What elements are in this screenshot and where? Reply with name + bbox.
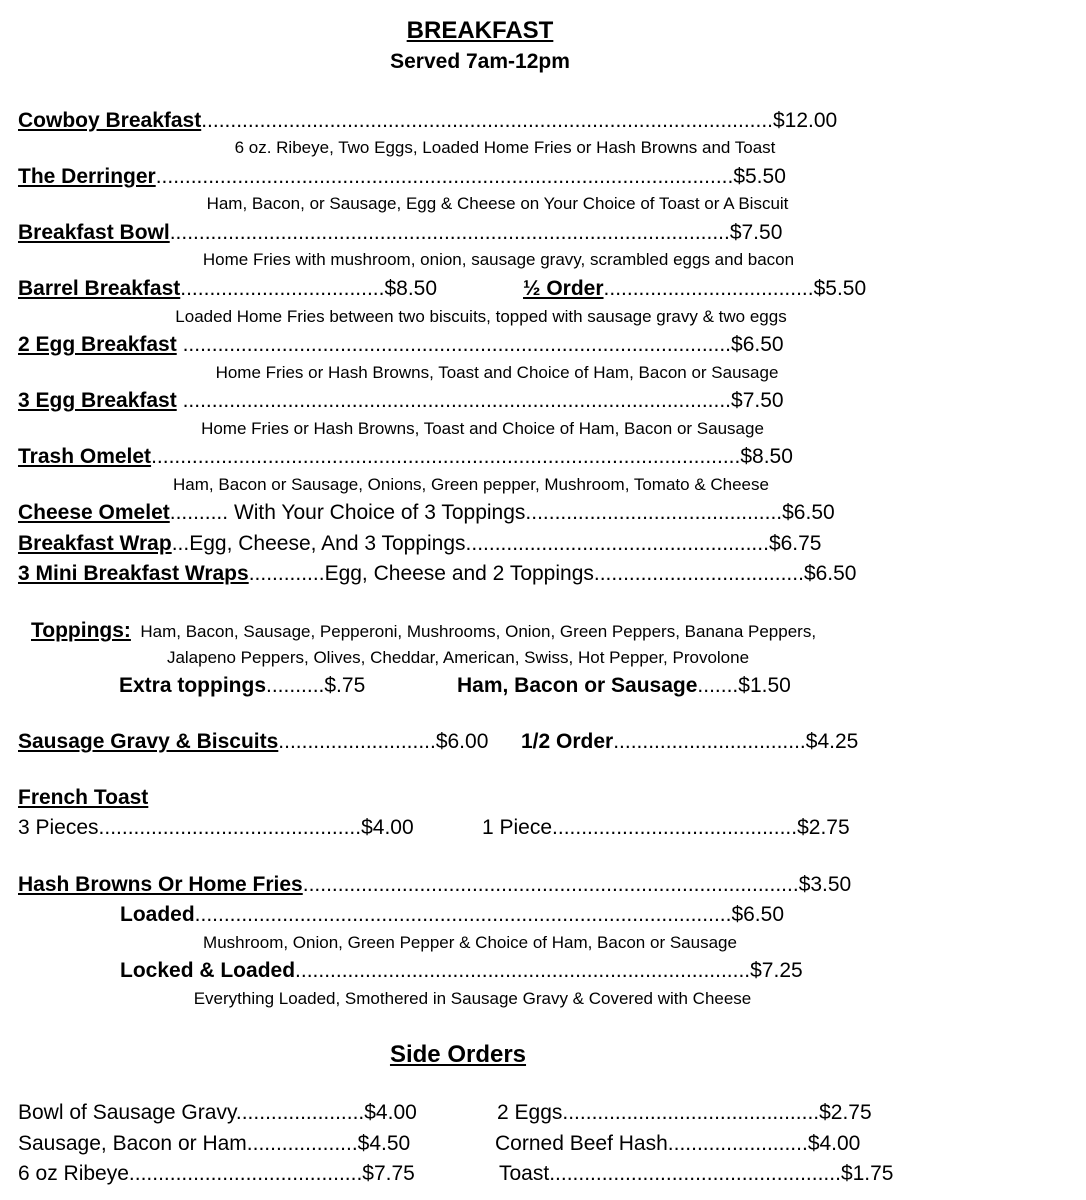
menu-item-barrel-breakfast xyxy=(18,276,437,302)
item-price: $12.00 xyxy=(773,109,838,132)
leader-dots: ............................................ xyxy=(525,501,783,524)
item-price: $5.50 xyxy=(813,277,867,300)
item-name: 6 oz Ribeye xyxy=(18,1162,129,1185)
menu-item-breakfast-bowl xyxy=(18,220,782,246)
menu-subtitle: Served 7am-12pm xyxy=(390,50,570,73)
leader-dots: .............................................................................. xyxy=(295,959,751,982)
leader-dots: ............. xyxy=(248,562,325,585)
item-description: Ham, Bacon, or Sausage, Egg & Cheese on Your Choice of Toast or A Biscuit xyxy=(206,194,789,213)
leader-dots: ............................................ xyxy=(562,1101,820,1124)
toppings-label: Toppings: xyxy=(31,619,131,642)
extra-toppings-label: Extra toppings xyxy=(119,674,267,697)
leader-dots: .............................................................................................. xyxy=(176,333,732,356)
item-price: $3.50 xyxy=(798,873,852,896)
item-price: $.75 xyxy=(324,674,366,697)
leader-dots: ...................... xyxy=(235,1101,365,1124)
item-description: Home Fries or Hash Browns, Toast and Choice of Ham, Bacon or Sausage xyxy=(201,419,764,438)
item-name: Loaded xyxy=(120,903,195,926)
french-toast-1-piece xyxy=(482,815,850,841)
leader-dots: ... xyxy=(171,532,190,555)
item-price: $6.50 xyxy=(803,562,857,585)
item-name: Hash Browns Or Home Fries xyxy=(18,873,303,896)
item-name: 3 Egg Breakfast xyxy=(18,389,177,412)
menu-item-mini-breakfast-wraps xyxy=(18,561,857,587)
meat-toppings-label: Ham, Bacon or Sausage xyxy=(457,674,698,697)
item-name: Bowl of Sausage Gravy xyxy=(18,1101,236,1124)
item-name: 3 Pieces xyxy=(18,816,99,839)
item-price: $7.50 xyxy=(729,221,783,244)
french-toast-title: French Toast xyxy=(18,786,149,809)
item-description: Ham, Bacon or Sausage, Onions, Green pepper, Mushroom, Tomato & Cheese xyxy=(173,475,769,494)
item-price: $5.50 xyxy=(733,165,786,188)
leader-dots: ..................................................................................................... xyxy=(151,445,741,468)
item-price: $1.50 xyxy=(738,674,791,697)
item-price: $8.50 xyxy=(384,277,438,300)
menu-item-2-egg-breakfast xyxy=(18,332,784,358)
item-detail: With Your Choice of 3 Toppings xyxy=(233,501,526,524)
leader-dots: .................................................. xyxy=(549,1162,841,1185)
item-name: Sausage, Bacon or Ham xyxy=(18,1132,247,1155)
item-price: $4.00 xyxy=(364,1101,417,1124)
leader-dots: .......................................... xyxy=(552,816,798,839)
item-name: 3 Mini Breakfast Wraps xyxy=(18,562,249,585)
menu-item-3-egg-breakfast xyxy=(18,388,784,414)
toppings-line-1: Ham, Bacon, Sausage, Pepperoni, Mushrooms, Onion, Green Peppers, Banana Peppers, xyxy=(140,622,817,641)
leader-dots: .................................................... xyxy=(465,532,769,555)
leader-dots: ..................................................................................... xyxy=(302,873,799,896)
item-name: 1 Piece xyxy=(482,816,553,839)
half-order-label: 1/2 Order xyxy=(521,730,614,753)
item-price: $4.00 xyxy=(361,816,414,839)
item-name: Breakfast Bowl xyxy=(18,221,170,244)
item-price: $4.25 xyxy=(805,730,859,753)
item-name: Barrel Breakfast xyxy=(18,277,181,300)
extra-toppings xyxy=(119,673,365,699)
item-description: Loaded Home Fries between two biscuits, topped with sausage gravy & two eggs xyxy=(175,307,787,326)
item-description: Mushroom, Onion, Green Pepper & Choice of Ham, Bacon or Sausage xyxy=(203,933,737,952)
leader-dots: ........................ xyxy=(667,1132,808,1155)
item-detail: Egg, Cheese and 2 Toppings xyxy=(324,562,594,585)
item-price: $6.00 xyxy=(435,730,489,753)
item-name: Sausage Gravy & Biscuits xyxy=(18,730,279,753)
item-name: Corned Beef Hash xyxy=(495,1132,668,1155)
leader-dots: .................................... xyxy=(593,562,804,585)
leader-dots: .......... xyxy=(266,674,325,697)
menu-item-derringer xyxy=(18,164,786,190)
item-price: $8.50 xyxy=(740,445,793,468)
menu-item-hash-browns xyxy=(18,872,851,898)
leader-dots: ................................................................................................ xyxy=(169,221,730,244)
side-item-left-2 xyxy=(18,1131,410,1157)
leader-dots: ............................................................................................ xyxy=(194,903,732,926)
toppings-line-2: Jalapeno Peppers, Olives, Cheddar, American, Swiss, Hot Pepper, Provolone xyxy=(166,648,750,667)
leader-dots: .................................................................................................. xyxy=(201,109,773,132)
leader-dots: ................................................................................................... xyxy=(155,165,734,188)
item-price: $2.75 xyxy=(797,816,850,839)
leader-dots: ........................... xyxy=(278,730,436,753)
item-price: $6.50 xyxy=(731,903,785,926)
item-price: $7.75 xyxy=(362,1162,415,1185)
menu-item-gravy-half xyxy=(521,729,858,755)
side-orders-title: Side Orders xyxy=(389,1041,527,1068)
leader-dots: .................................... xyxy=(603,277,814,300)
item-price: $1.75 xyxy=(840,1162,894,1185)
leader-dots: .............................................................................................. xyxy=(176,389,732,412)
item-price: $7.50 xyxy=(731,389,784,412)
menu-item-cowboy xyxy=(18,108,837,134)
leader-dots: .......... xyxy=(169,501,234,524)
item-name: Trash Omelet xyxy=(18,445,152,468)
menu-item-hash-locked-loaded xyxy=(120,958,803,984)
leader-dots: ................................... xyxy=(180,277,385,300)
item-name: 2 Eggs xyxy=(497,1101,563,1124)
item-name: Toast xyxy=(499,1162,550,1185)
item-price: $4.00 xyxy=(807,1132,861,1155)
item-price: $6.50 xyxy=(731,333,784,356)
item-description: Everything Loaded, Smothered in Sausage Gravy & Covered with Cheese xyxy=(193,989,752,1008)
leader-dots: ....... xyxy=(697,674,739,697)
menu-item-barrel-half xyxy=(523,276,866,302)
item-price: $6.75 xyxy=(768,532,822,555)
item-description: 6 oz. Ribeye, Two Eggs, Loaded Home Fries or Hash Browns and Toast xyxy=(234,138,776,157)
meat-toppings xyxy=(457,673,791,699)
item-name: Cowboy Breakfast xyxy=(18,109,202,132)
item-description: Home Fries or Hash Browns, Toast and Choice of Ham, Bacon or Sausage xyxy=(215,363,779,382)
leader-dots: ................................. xyxy=(613,730,806,753)
leader-dots: ............................................. xyxy=(98,816,362,839)
menu-item-trash-omelet xyxy=(18,444,793,470)
menu-item-hash-loaded xyxy=(120,902,784,928)
menu-item-cheese-omelet xyxy=(18,500,835,526)
item-price: $6.50 xyxy=(782,501,835,524)
side-item-left-1 xyxy=(18,1100,417,1126)
side-item-right-1 xyxy=(497,1100,872,1126)
side-item-left-3 xyxy=(18,1161,415,1187)
side-item-right-2 xyxy=(495,1131,860,1157)
item-price: $4.50 xyxy=(357,1132,411,1155)
item-description: Home Fries with mushroom, onion, sausage gravy, scrambled eggs and bacon xyxy=(202,250,795,269)
item-price: $2.75 xyxy=(819,1101,872,1124)
menu-item-sausage-gravy-biscuits xyxy=(18,729,488,755)
leader-dots: ................... xyxy=(246,1132,358,1155)
side-item-right-3 xyxy=(499,1161,894,1187)
item-name: 2 Egg Breakfast xyxy=(18,333,177,356)
menu-title: BREAKFAST xyxy=(406,17,554,44)
item-name: Breakfast Wrap xyxy=(18,532,172,555)
half-order-label: ½ Order xyxy=(523,277,604,300)
toppings-list xyxy=(31,618,816,645)
item-name: Cheese Omelet xyxy=(18,501,170,524)
item-name: The Derringer xyxy=(18,165,156,188)
item-detail: Egg, Cheese, And 3 Toppings xyxy=(189,532,466,555)
item-price: $7.25 xyxy=(750,959,803,982)
menu-item-breakfast-wrap xyxy=(18,531,822,557)
item-name: Locked & Loaded xyxy=(120,959,296,982)
french-toast-3-pieces xyxy=(18,815,414,841)
leader-dots: ........................................ xyxy=(128,1162,363,1185)
